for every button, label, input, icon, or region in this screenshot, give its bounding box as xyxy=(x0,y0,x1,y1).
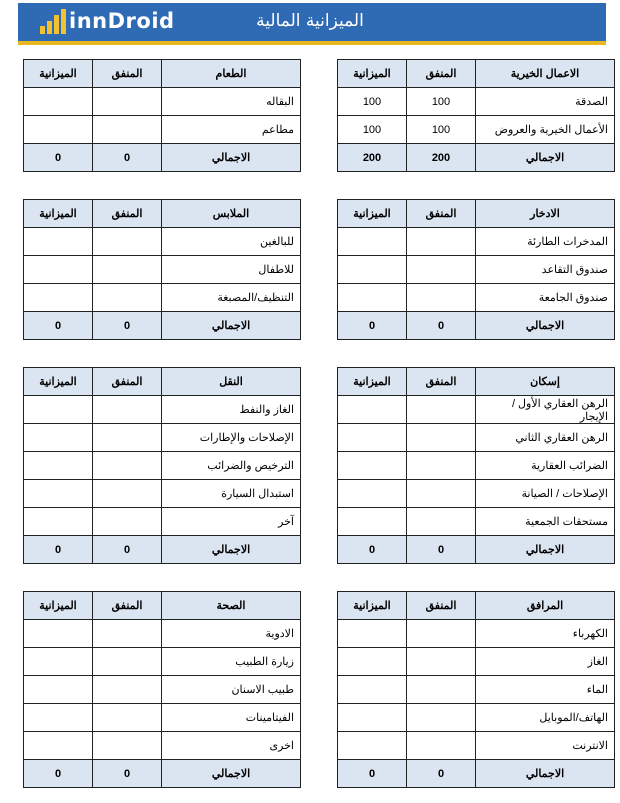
budget-cell[interactable] xyxy=(24,256,93,284)
savings-table xyxy=(337,199,615,340)
budget-cell[interactable] xyxy=(24,508,93,536)
spent-cell[interactable] xyxy=(93,704,162,732)
row-label: الرهن العقاري الأول / الإيجار xyxy=(476,396,615,424)
spent-cell[interactable] xyxy=(407,648,476,676)
spent-cell[interactable]: 100 xyxy=(407,88,476,116)
budget-cell[interactable]: 100 xyxy=(338,116,407,144)
spent-cell[interactable] xyxy=(93,256,162,284)
spent-cell[interactable] xyxy=(93,648,162,676)
transport-table xyxy=(23,367,301,564)
row-label: الادوية xyxy=(162,620,301,648)
total-spent: 0 xyxy=(407,312,476,340)
budget-cell[interactable] xyxy=(24,396,93,424)
budget-cell[interactable] xyxy=(338,480,407,508)
budget-header: الميزانية xyxy=(24,592,93,620)
total-budget: 0 xyxy=(24,312,93,340)
row-label: صندوق الجامعة xyxy=(476,284,615,312)
total-label: الاجمالي xyxy=(162,312,301,340)
spent-header: المنفق xyxy=(407,60,476,88)
budget-cell[interactable] xyxy=(338,284,407,312)
clothing-header: الملابس xyxy=(162,200,301,228)
budget-cell[interactable] xyxy=(24,424,93,452)
row-label: الماء xyxy=(476,676,615,704)
total-budget: 0 xyxy=(338,536,407,564)
total-spent: 0 xyxy=(93,536,162,564)
total-budget: 0 xyxy=(338,760,407,788)
budget-cell[interactable] xyxy=(24,452,93,480)
row-label: الغاز xyxy=(476,648,615,676)
budget-cell[interactable] xyxy=(24,648,93,676)
budget-cell[interactable] xyxy=(338,676,407,704)
budget-cell[interactable] xyxy=(24,732,93,760)
budget-header: الميزانية xyxy=(338,60,407,88)
budget-cell[interactable] xyxy=(24,228,93,256)
row-label: الإصلاحات / الصيانة xyxy=(476,480,615,508)
budget-cell[interactable] xyxy=(338,704,407,732)
budget-cell[interactable] xyxy=(338,256,407,284)
budget-header: الميزانية xyxy=(24,60,93,88)
page-title: الميزانية المالية xyxy=(256,11,364,31)
row-label: مستحقات الجمعية xyxy=(476,508,615,536)
spent-cell[interactable] xyxy=(93,284,162,312)
logo-text: innDroid xyxy=(69,9,175,33)
budget-cell[interactable] xyxy=(338,228,407,256)
total-label: الاجمالي xyxy=(162,144,301,172)
row-label: للاطفال xyxy=(162,256,301,284)
budget-header: الميزانية xyxy=(338,592,407,620)
spent-cell[interactable] xyxy=(407,508,476,536)
row-label: التنظيف/المصبغة xyxy=(162,284,301,312)
total-label: الاجمالي xyxy=(162,536,301,564)
housing-header: إسكان xyxy=(476,368,615,396)
spent-cell[interactable] xyxy=(407,256,476,284)
spent-cell[interactable] xyxy=(93,228,162,256)
total-spent: 0 xyxy=(407,536,476,564)
budget-header: الميزانية xyxy=(24,200,93,228)
total-spent: 0 xyxy=(93,312,162,340)
total-label: الاجمالي xyxy=(476,312,615,340)
total-label: الاجمالي xyxy=(476,760,615,788)
row-label: الترخيص والضرائب xyxy=(162,452,301,480)
budget-cell[interactable] xyxy=(24,704,93,732)
spent-cell[interactable] xyxy=(93,452,162,480)
budget-header: الميزانية xyxy=(338,200,407,228)
budget-cell[interactable] xyxy=(24,620,93,648)
spent-cell[interactable] xyxy=(407,676,476,704)
row-label: صندوق التقاعد xyxy=(476,256,615,284)
row-label: الغاز والنفط xyxy=(162,396,301,424)
budget-cell[interactable] xyxy=(24,88,93,116)
spent-cell[interactable] xyxy=(407,620,476,648)
total-budget: 0 xyxy=(24,144,93,172)
row-label: آخر xyxy=(162,508,301,536)
total-label: الاجمالي xyxy=(476,144,615,172)
spent-header: المنفق xyxy=(93,592,162,620)
spent-header: المنفق xyxy=(93,368,162,396)
spent-cell[interactable] xyxy=(407,424,476,452)
row-label: الضرائب العقارية xyxy=(476,452,615,480)
budget-cell[interactable] xyxy=(24,480,93,508)
charity-table xyxy=(337,59,615,172)
row-label: الهاتف/الموبايل xyxy=(476,704,615,732)
budget-header: الميزانية xyxy=(338,368,407,396)
row-label: الأعمال الخيرية والعروض xyxy=(476,116,615,144)
spent-cell[interactable] xyxy=(407,228,476,256)
budget-cell[interactable] xyxy=(338,732,407,760)
spent-cell[interactable] xyxy=(93,620,162,648)
budget-cell[interactable] xyxy=(24,676,93,704)
spent-header: المنفق xyxy=(407,368,476,396)
spent-header: المنفق xyxy=(407,200,476,228)
spent-cell[interactable] xyxy=(93,88,162,116)
food-header: الطعام xyxy=(162,60,301,88)
budget-cell[interactable]: 100 xyxy=(338,88,407,116)
budget-cell[interactable] xyxy=(338,424,407,452)
spent-cell[interactable] xyxy=(93,508,162,536)
spent-cell[interactable] xyxy=(93,732,162,760)
spent-cell[interactable]: 100 xyxy=(407,116,476,144)
charity-header: الاعمال الخيرية xyxy=(476,60,615,88)
row-label: الإصلاحات والإطارات xyxy=(162,424,301,452)
total-budget: 0 xyxy=(24,536,93,564)
total-budget: 0 xyxy=(338,312,407,340)
row-label: البقاله xyxy=(162,88,301,116)
spent-cell[interactable] xyxy=(93,396,162,424)
spent-header: المنفق xyxy=(93,200,162,228)
row-label: الكهرباء xyxy=(476,620,615,648)
total-spent: 0 xyxy=(407,760,476,788)
budget-cell[interactable] xyxy=(338,620,407,648)
header-accent-line xyxy=(18,41,606,45)
utilities-header: المرافق xyxy=(476,592,615,620)
row-label: الرهن العقاري الثاني xyxy=(476,424,615,452)
utilities-table xyxy=(337,591,615,788)
budget-cell[interactable] xyxy=(338,648,407,676)
row-label: مطاعم xyxy=(162,116,301,144)
total-spent: 200 xyxy=(407,144,476,172)
row-label: طبيب الاسنان xyxy=(162,676,301,704)
row-label: الفيتامينات xyxy=(162,704,301,732)
row-label: الصدقة xyxy=(476,88,615,116)
spent-header: المنفق xyxy=(407,592,476,620)
spent-cell[interactable] xyxy=(407,452,476,480)
spent-cell[interactable] xyxy=(407,284,476,312)
row-label: اخرى xyxy=(162,732,301,760)
spent-cell[interactable] xyxy=(407,704,476,732)
total-budget: 0 xyxy=(24,760,93,788)
row-label: الانترنت xyxy=(476,732,615,760)
health-header: الصحة xyxy=(162,592,301,620)
budget-cell[interactable] xyxy=(24,284,93,312)
savings-header: الادخار xyxy=(476,200,615,228)
spent-cell[interactable] xyxy=(407,480,476,508)
total-label: الاجمالي xyxy=(476,536,615,564)
spent-cell[interactable] xyxy=(93,676,162,704)
row-label: استبدال السيارة xyxy=(162,480,301,508)
total-label: الاجمالي xyxy=(162,760,301,788)
total-budget: 200 xyxy=(338,144,407,172)
budget-cell[interactable] xyxy=(338,396,407,424)
budget-header: الميزانية xyxy=(24,368,93,396)
budget-cell[interactable] xyxy=(24,116,93,144)
spent-header: المنفق xyxy=(93,60,162,88)
row-label: للبالغين xyxy=(162,228,301,256)
health-table xyxy=(23,591,301,788)
housing-table xyxy=(337,367,615,564)
spent-cell[interactable] xyxy=(93,424,162,452)
spent-cell[interactable] xyxy=(93,116,162,144)
logo-bars-icon xyxy=(40,8,66,34)
row-label: المدخرات الطارئة xyxy=(476,228,615,256)
budget-cell[interactable] xyxy=(338,452,407,480)
row-label: زيارة الطبيب xyxy=(162,648,301,676)
spent-cell[interactable] xyxy=(93,480,162,508)
logo xyxy=(40,6,175,36)
clothing-table xyxy=(23,199,301,340)
budget-cell[interactable] xyxy=(338,508,407,536)
spent-cell[interactable] xyxy=(407,732,476,760)
total-spent: 0 xyxy=(93,760,162,788)
spent-cell[interactable] xyxy=(407,396,476,424)
transport-header: النقل xyxy=(162,368,301,396)
food-table xyxy=(23,59,301,172)
total-spent: 0 xyxy=(93,144,162,172)
